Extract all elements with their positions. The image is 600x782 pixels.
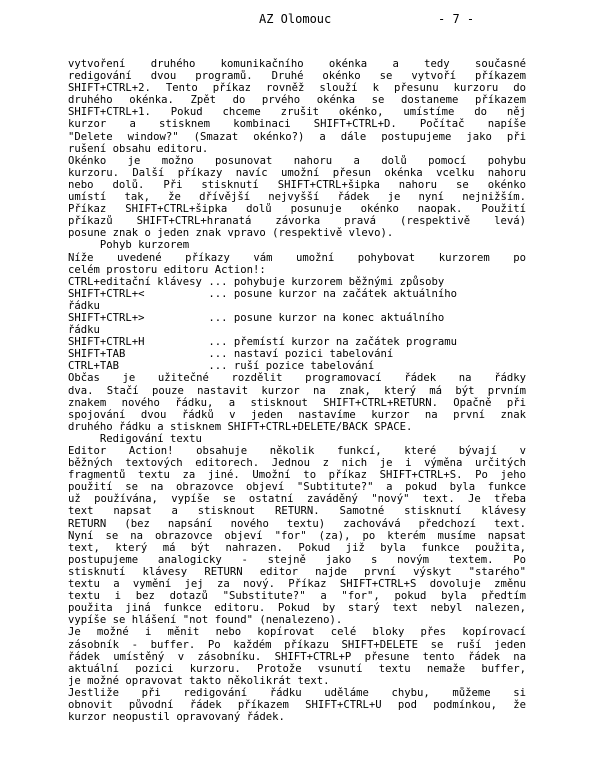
- text-line: text, který má být nahrazen. Pokud již byla funkce použita,: [68, 541, 526, 554]
- text-line: Příkaz SHIFT+CTRL+šipka dolů posunuje okénko naopak. Použití: [68, 203, 526, 216]
- text-line: vypíše se hlášení "not found" (nenalezeno).: [68, 614, 343, 627]
- text-line: posune znak o jeden znak vpravo (respektivě vlevo).: [68, 227, 394, 240]
- text-line: druhého okénka. Zpět do prvého okénka se dostaneme příkazem: [68, 94, 526, 107]
- text-line: "Delete window?" (Smazat okénko?) a dále postupujeme jako při: [68, 130, 526, 143]
- text-line: použití se na obrazovce objeví "Subtitute?" a pokud byla funkce: [68, 481, 526, 494]
- text-line: aktuální pozici kurzoru. Protože vsunutí textu nemaže buffer,: [68, 662, 526, 675]
- text-line: SHIFT+TAB ... nastaví pozici tabelování: [68, 348, 394, 361]
- text-line: CTRL+TAB ... ruší pozice tabelování: [68, 360, 375, 373]
- text-line: kurzor a stisknem kombinaci SHIFT+CTRL+D. Počítač napíše: [68, 118, 526, 131]
- text-line: Pohyb kurzorem: [68, 239, 190, 252]
- text-line: SHIFT+CTRL+1. Pokud chceme zrušit okénko, umístíme do něj: [68, 106, 526, 119]
- text-line: Okénko je možno posunovat nahoru a dolů pomocí pohybu: [68, 154, 526, 167]
- text-line: Editor Action! obsahuje několik funkcí, které bývají v: [68, 445, 526, 457]
- text-line: textu a vymění jej za nový. Příkaz SHIFT+CTRL+S dovoluje změnu: [68, 578, 526, 591]
- text-line: je možné opravovat takto několikrát text.: [68, 674, 330, 687]
- text-line: běžných textových editorech. Jednou z nich je i výměna určitých: [68, 457, 526, 470]
- text-line: kurzoru. Další příkazy navíc umožní přesun okénka vcelku nahoru: [68, 166, 526, 179]
- text-line: Nyní se na obrazovce objeví "for" (za), po kterém musíme napsat: [68, 529, 526, 542]
- text-line: zásobník - buffer. Po každém příkazu SHIFT+DELETE se ruší jeden: [68, 638, 526, 651]
- text-line: použita jiná funkce editoru. Pokud by starý text nebyl nalezen,: [68, 602, 526, 615]
- text-line: redigování dvou programů. Druhé okénko se vytvoří příkazem: [68, 70, 526, 83]
- text-line: řádek umístěný v zásobníku. SHIFT+CTRL+P přesune tento řádek na: [68, 650, 526, 663]
- text-line: druhého řádku a stisknem SHIFT+CTRL+DELETE/BACK SPACE.: [68, 420, 413, 433]
- text-line: celém prostoru editoru Action!:: [68, 263, 266, 276]
- text-line: kurzor neopustil opravovaný řádek.: [68, 711, 285, 724]
- text-line: SHIFT+CTRL+< ... posune kurzor na začátek aktuálního: [68, 287, 458, 300]
- text-line: rušení obsahu editoru.: [68, 142, 209, 155]
- text-line: řádku: [68, 324, 100, 337]
- text-line: stisknutí klávesy RETURN editor najde první výskyt "starého": [68, 565, 526, 578]
- body-text: [68, 58, 526, 723]
- text-line: CTRL+editační klávesy ... pohybuje kurzorem běžnými způsoby: [68, 275, 445, 288]
- text-line: RETURN (bez napsání nového textu) zachovává předchozí text.: [68, 517, 526, 530]
- running-header-title: AZ Olomouc: [259, 12, 332, 26]
- text-line: příkazů SHIFT+CTRL+hranatá závorka pravá (respektivě levá): [68, 215, 526, 228]
- text-line: znakem nového řádku, a stisknout SHIFT+CTRL+RETURN. Opačně při: [68, 396, 526, 409]
- text-line: Je možné i měnit nebo kopírovat celé bloky přes kopírovací: [68, 626, 526, 639]
- text-line: Jestliže při redigování řádku uděláme chybu, můžeme si: [68, 686, 526, 699]
- text-line: SHIFT+CTRL+H ... přemístí kurzor na začátek programu: [68, 336, 458, 349]
- text-line: nebo dolů. Při stisknutí SHIFT+CTRL+šipka nahoru se okénko: [68, 178, 526, 191]
- text-line: už používána, vypíše se ostatní zaváděný "nový" text. Je třeba: [68, 493, 526, 506]
- text-line: Občas je užitečné rozdělit programovací řádek na řádky: [68, 372, 526, 385]
- text-line: obnovit původní řádek příkazem SHIFT+CTRL+U pod podmínkou, že: [68, 698, 526, 711]
- text-line: umístí tak, že dřívější nejvyšší řádek je nyní nejnižším.: [68, 191, 526, 204]
- text-line: SHIFT+CTRL+2. Tento příkaz rovněž slouží k přesunu kurzoru do: [68, 82, 526, 95]
- page-number: - 7 -: [438, 12, 475, 26]
- text-line: postupujeme analogicky - stejně jako s novým textem. Po: [68, 553, 526, 566]
- text-line: spojování dvou řádků v jeden nastavíme kurzor na první znak: [68, 408, 526, 421]
- text-line: SHIFT+CTRL+> ... posune kurzor na konec aktuálního: [68, 311, 445, 324]
- text-line: Redigování textu: [68, 432, 202, 445]
- text-line: vytvoření druhého komunikačního okénka a tedy současné: [68, 58, 526, 70]
- text-line: fragmentů textu za jiné. Umožní to příkaz SHIFT+CTRL+S. Po jeho: [68, 469, 526, 482]
- text-line: Níže uvedené příkazy vám umožní pohybovat kurzorem po: [68, 251, 526, 264]
- text-line: text napsat a stisknout RETURN. Samotné stisknutí klávesy: [68, 505, 526, 518]
- text-line: textu i bez dotazů "Substitute?" a "for", pokud byla předtím: [68, 590, 526, 603]
- text-line: řádku: [68, 299, 100, 312]
- text-line: dva. Stačí pouze nastavit kurzor na znak, který má být prvním: [68, 384, 526, 397]
